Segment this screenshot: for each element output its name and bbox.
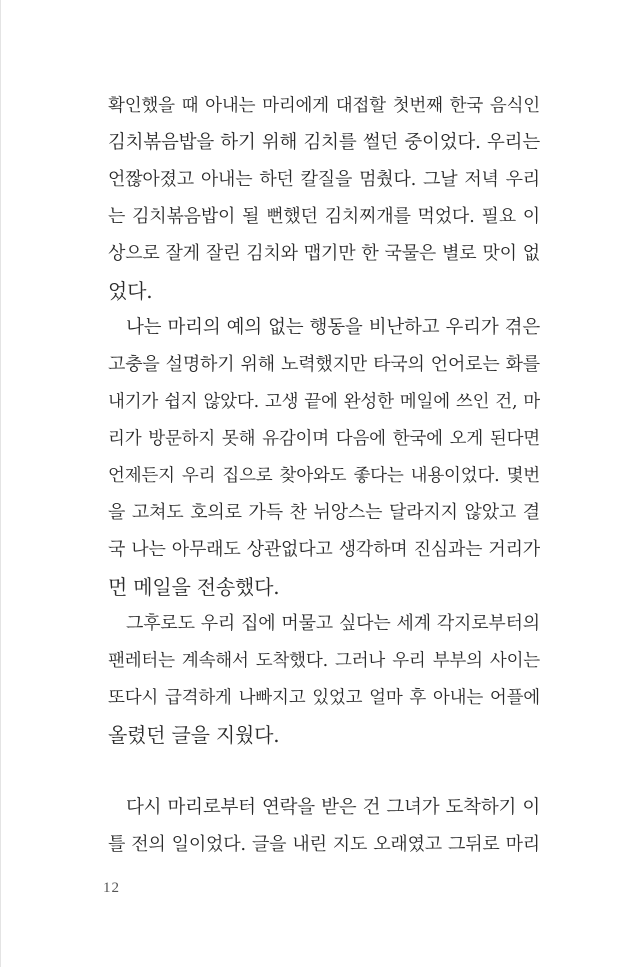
page-number: 12 xyxy=(103,880,120,896)
text-line: 팬레터는 계속해서 도착했다. 그러나 우리 부부의 사이는 xyxy=(108,651,540,671)
text-line: 내기가 쉽지 않았다. 고생 끝에 완성한 메일에 쓰인 건, 마 xyxy=(108,392,540,412)
text-line: 고충을 설명하기 위해 노력했지만 타국의 언어로는 화를 xyxy=(108,354,540,375)
text-line: 언짢아졌고 아내는 하던 칼질을 멈췄다. 그날 저녁 우리 xyxy=(108,169,540,190)
text-line: 또다시 급격하게 나빠지고 있었고 얼마 후 아내는 어플에 xyxy=(108,688,540,708)
text-line: 확인했을 때 아내는 마리에게 대접할 첫번째 한국 음식인 xyxy=(108,96,540,116)
text-line: 먼 메일을 전송했다. xyxy=(108,575,280,599)
text-line: 올렸던 글을 지웠다. xyxy=(108,723,280,747)
text-line: 김치볶음밥을 하기 위해 김치를 썰던 중이었다. 우리는 xyxy=(108,132,540,153)
text-line: 나는 마리의 예의 없는 행동을 비난하고 우리가 겪은 xyxy=(126,317,540,338)
text-line: 리가 방문하지 못해 유감이며 다음에 한국에 오게 된다면 xyxy=(108,429,540,449)
text-line: 었다. xyxy=(108,279,153,303)
text-line: 상으로 잘게 잘린 김치와 맵기만 한 국물은 별로 맛이 없 xyxy=(108,243,540,264)
text-line: 을 고쳐도 호의로 가득 찬 뉘앙스는 달라지지 않았고 결 xyxy=(108,502,540,523)
text-line: 국 나는 아무래도 상관없다고 생각하며 진심과는 거리가 xyxy=(108,539,540,560)
text-line: 그후로도 우리 집에 머물고 싶다는 세계 각지로부터의 xyxy=(126,613,540,634)
text-line: 언제든지 우리 집으로 찾아와도 좋다는 내용이었다. 몇번 xyxy=(108,466,540,486)
text-line: 틀 전의 일이었다. 글을 내린 지도 오래였고 그뒤로 마리 xyxy=(108,834,540,855)
text-line: 다시 마리로부터 연락을 받은 건 그녀가 도착하기 이 xyxy=(126,797,540,818)
text-line: 는 김치볶음밥이 될 뻔했던 김치찌개를 먹었다. 필요 이 xyxy=(108,206,540,227)
